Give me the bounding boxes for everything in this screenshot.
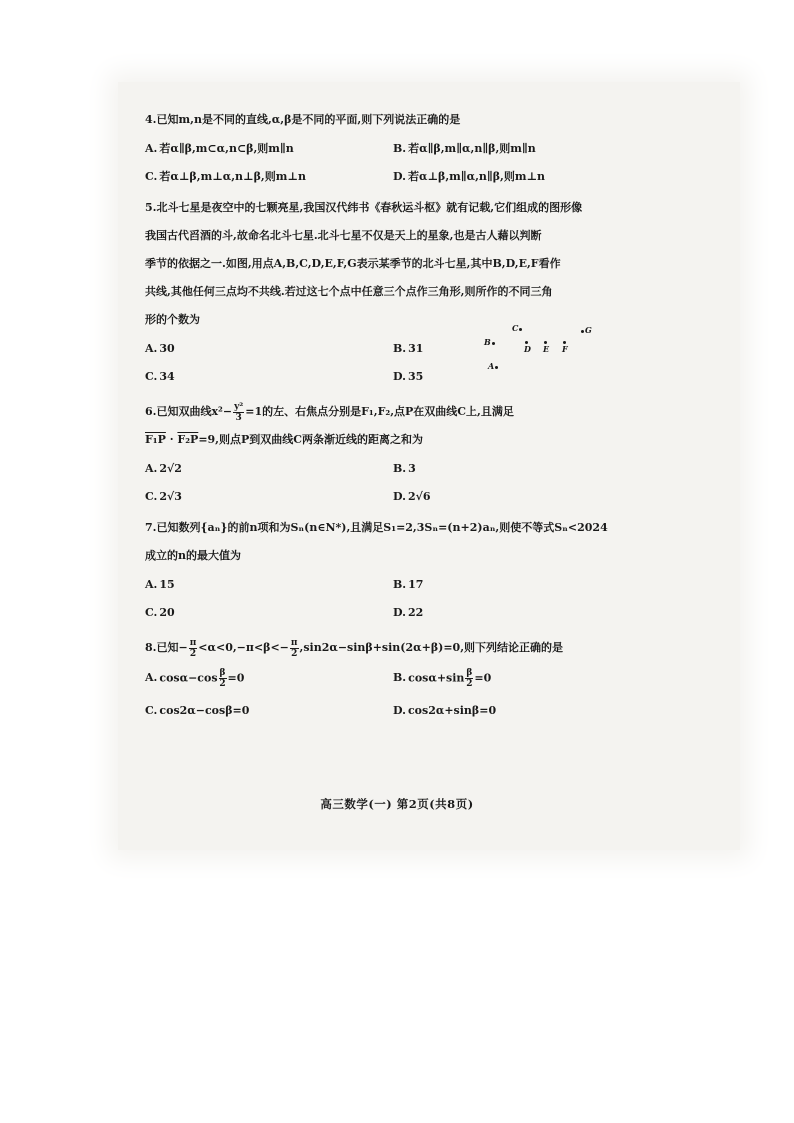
star-c: C [512, 324, 523, 332]
option-b: B. 若α∥β,m∥α,n∥β,则m∥n [393, 141, 536, 155]
question-8: 8.已知− $\frac{\pi}{2}$ <α<0,−π<β<− $\frac{\pi}{2}$ ,sin2α−sinβ+sin(2α+β)=0,则下列结论正确的是 A. cosα−cos $\frac{\beta}{2}$ =0 B. cosα+sin $\frac{\beta}{2}$ =0 C. cos2α−cosβ=0 D. cos2α+sinβ=0 [145, 634, 730, 726]
question-stem: 已知m,n是不同的直线,α,β是不同的平面,则下列说法正确的是 [156, 113, 461, 126]
option-d: D. 若α⊥β,m∥α,n∥β,则m⊥n [393, 169, 546, 183]
vector-f2p: F₂P [177, 433, 199, 446]
question-stem-line: 季节的依据之一.如图,用点A,B,C,D,E,F,G表示某季节的北斗七星,其中B,D,E,F看作 [145, 257, 561, 270]
question-number: 7. [145, 521, 157, 534]
option-c: C. 34 [145, 369, 175, 383]
star-f: F [562, 337, 568, 353]
star-e: E [543, 337, 549, 353]
fraction-pi-over-2: $\frac{\pi}{2}$ [189, 637, 197, 659]
option-a: A. 30 [145, 341, 175, 355]
star-a: A [488, 362, 499, 370]
star-d: D [524, 337, 531, 353]
question-4 [145, 106, 730, 190]
question-5 [145, 194, 730, 390]
option-c: C. 若α⊥β,m⊥α,n⊥β,则m⊥n [145, 169, 306, 183]
star-b: B [484, 338, 496, 346]
question-number: 5. [145, 201, 157, 214]
question-number: 6. [145, 405, 157, 418]
fraction-beta-over-2: $\frac{\beta}{2}$ [466, 667, 473, 689]
question-stem-line: 共线,其他任何三点均不共线.若过这七个点中任意三个点作三角形,则所作的不同三角 [145, 285, 553, 298]
fraction: $\frac{\text{y²}}{3}$ [234, 401, 244, 423]
question-stem-line: 我国古代舀酒的斗,故命名北斗七星.北斗七星不仅是天上的星象,也是古人藉以判断 [145, 229, 542, 242]
star-g: G [580, 326, 592, 334]
option-b: B. 3 [393, 461, 416, 475]
option-c: C. 2√3 [145, 489, 182, 503]
option-b: B. cosα+sin $\frac{\beta}{2}$ =0 [393, 667, 492, 689]
option-b: B. 17 [393, 577, 424, 591]
option-d: D. 2√6 [393, 489, 431, 503]
big-dipper-figure [480, 320, 610, 380]
exam-content [145, 106, 730, 726]
option-a: A. 2√2 [145, 461, 182, 475]
option-d: D. 22 [393, 605, 424, 619]
option-a: A. 若α∥β,m⊂α,n⊂β,则m∥n [145, 141, 294, 155]
option-d: D. cos2α+sinβ=0 [393, 703, 497, 717]
page-footer: 高三数学(一) 第2页(共8页) [320, 797, 474, 811]
question-6: 6.已知双曲线x²− $\frac{\text{y²}}{3}$ =1的左、右焦点分别是F₁,F₂,点P在双曲线C上,且满足 F₁P · F₂P=9,则点P到双曲线C两条渐近线的距离之和为 A. 2√2 B. 3 C. 2√3 D. 2√6 [145, 398, 730, 510]
question-stem-line: 形的个数为 [145, 313, 200, 326]
question-number: 8. [145, 641, 157, 654]
option-c: C. 20 [145, 605, 175, 619]
question-number: 4. [145, 113, 157, 126]
option-a: A. 15 [145, 577, 175, 591]
option-b: B. 31 [393, 341, 424, 355]
option-c: C. cos2α−cosβ=0 [145, 703, 250, 717]
question-stem-line: 北斗七星是夜空中的七颗亮星,我国汉代纬书《春秋运斗枢》就有记载,它们组成的图形像 [156, 201, 583, 214]
option-d: D. 35 [393, 369, 424, 383]
option-a: A. cosα−cos $\frac{\beta}{2}$ =0 [145, 667, 245, 689]
vector-f1p: F₁P [145, 433, 166, 446]
question-7: 7.已知数列{aₙ}的前n项和为Sₙ(n∈N*),且满足S₁=2,3Sₙ=(n+2)aₙ,则使不等式Sₙ<2024 成立的n的最大值为 A. 15 B. 17 C. 20 D. 22 [145, 514, 730, 626]
fraction-pi-over-2: $\frac{\pi}{2}$ [290, 637, 298, 659]
fraction-beta-over-2: $\frac{\beta}{2}$ [219, 667, 226, 689]
